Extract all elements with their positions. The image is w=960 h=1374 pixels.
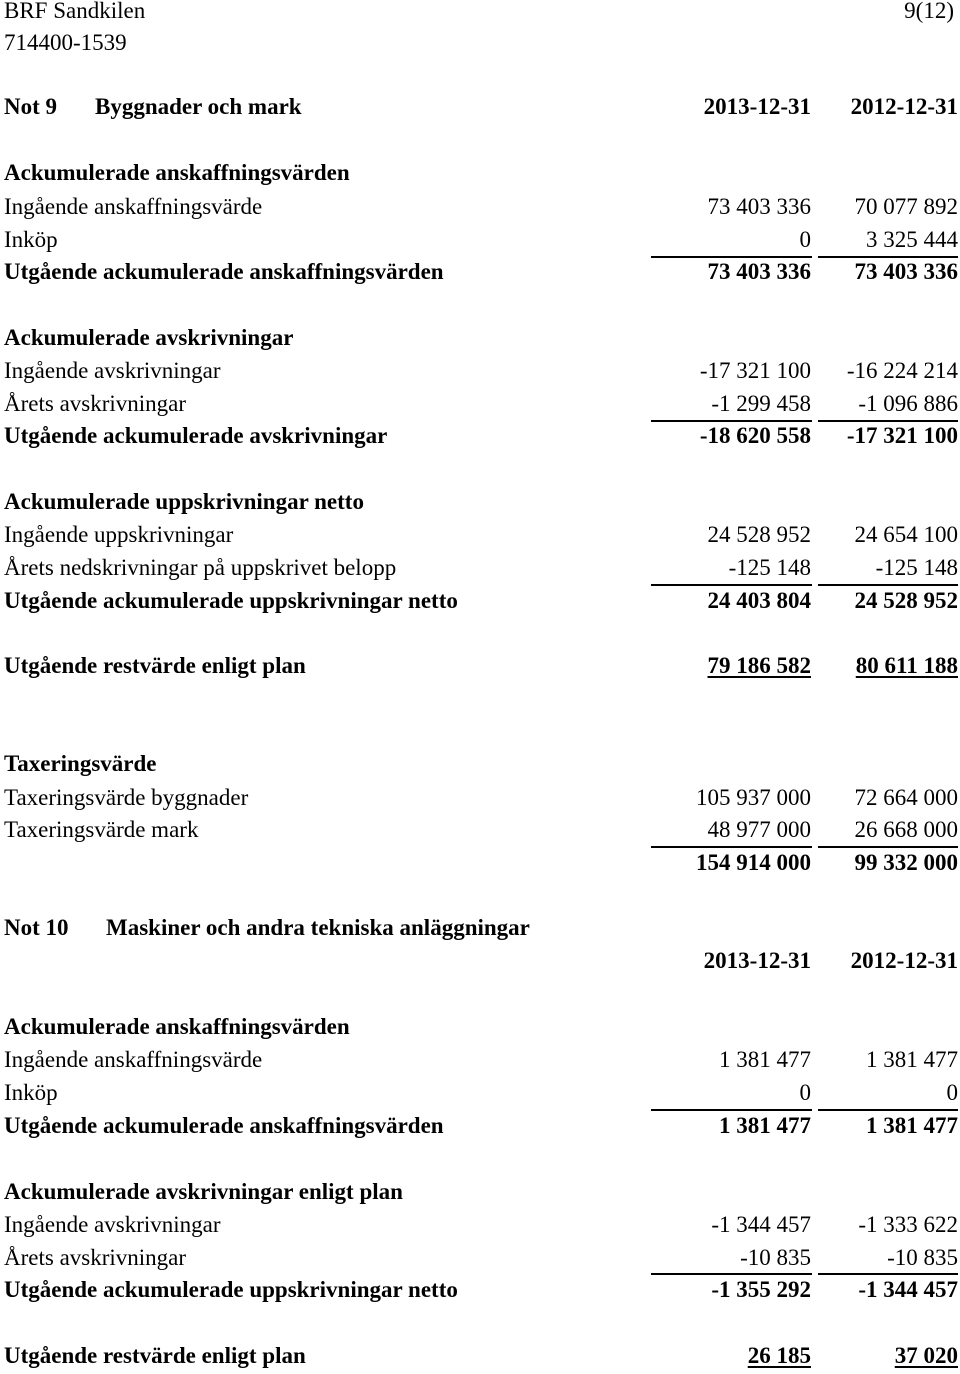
table-total-row: Utgående ackumulerade anskaffningsvärden 1 381 477 1 381 477: [4, 1113, 958, 1138]
note9-title: Byggnader och mark: [95, 94, 302, 119]
note10-header: [4, 913, 954, 943]
note10-col1-date: 2013-12-31: [703, 948, 811, 973]
table-total-row: Utgående ackumulerade uppskrivningar netto -1 355 292 -1 344 457: [4, 1277, 958, 1302]
table-row: Inköp 0 0: [4, 1080, 958, 1105]
note10-title: Maskiner och andra tekniska anläggningar: [106, 915, 530, 940]
section-heading: Taxeringsvärde: [4, 751, 157, 776]
note10-number: Not 10: [4, 915, 69, 940]
table-row: Taxeringsvärde byggnader 105 937 000 72 664 000: [4, 785, 958, 810]
table-total-row: Utgående ackumulerade anskaffningsvärden 73 403 336 73 403 336: [4, 259, 958, 284]
table-total-row: 154 914 000 99 332 000: [696, 850, 958, 875]
table-row: Ingående uppskrivningar 24 528 952 24 654 100: [4, 522, 958, 547]
page-indicator: 9(12): [904, 0, 954, 23]
table-total-row: Utgående ackumulerade uppskrivningar netto 24 403 804 24 528 952: [4, 588, 958, 613]
residual-value-row: Utgående restvärde enligt plan 79 186 582 80 611 188: [4, 653, 958, 678]
table-row: Årets avskrivningar -1 299 458 -1 096 886: [4, 391, 958, 416]
table-row: Inköp 0 3 325 444: [4, 227, 958, 252]
section-heading: Ackumulerade avskrivningar: [4, 325, 294, 350]
table-row: Ingående avskrivningar -1 344 457 -1 333 622: [4, 1212, 958, 1237]
section-heading: Ackumulerade anskaffningsvärden: [4, 160, 350, 185]
org-number: 714400-1539: [4, 30, 127, 55]
org-name: BRF Sandkilen: [4, 0, 146, 23]
section-heading: Ackumulerade anskaffningsvärden: [4, 1014, 350, 1039]
table-row: Årets avskrivningar -10 835 -10 835: [4, 1245, 958, 1270]
table-row: Taxeringsvärde mark 48 977 000 26 668 000: [4, 817, 958, 842]
table-row: Ingående anskaffningsvärde 73 403 336 70 077 892: [4, 194, 958, 219]
table-row: Årets nedskrivningar på uppskrivet belopp -125 148 -125 148: [4, 555, 958, 580]
table-total-row: Utgående ackumulerade avskrivningar -18 620 558 -17 321 100: [4, 423, 958, 448]
note9-col2-date: 2012-12-31: [850, 94, 958, 119]
section-heading: Ackumulerade avskrivningar enligt plan: [4, 1179, 403, 1204]
note9-header: [4, 92, 958, 122]
note9-col1-date: 2013-12-31: [703, 94, 811, 119]
residual-value-row: Utgående restvärde enligt plan 26 185 37 020: [4, 1343, 958, 1368]
note10-column-dates: [4, 946, 958, 976]
note10-col2-date: 2012-12-31: [850, 948, 958, 973]
table-row: Ingående anskaffningsvärde 1 381 477 1 381 477: [4, 1047, 958, 1072]
table-row: Ingående avskrivningar -17 321 100 -16 224 214: [4, 358, 958, 383]
note9-number: Not 9: [4, 94, 58, 119]
section-heading: Ackumulerade uppskrivningar netto: [4, 489, 364, 514]
